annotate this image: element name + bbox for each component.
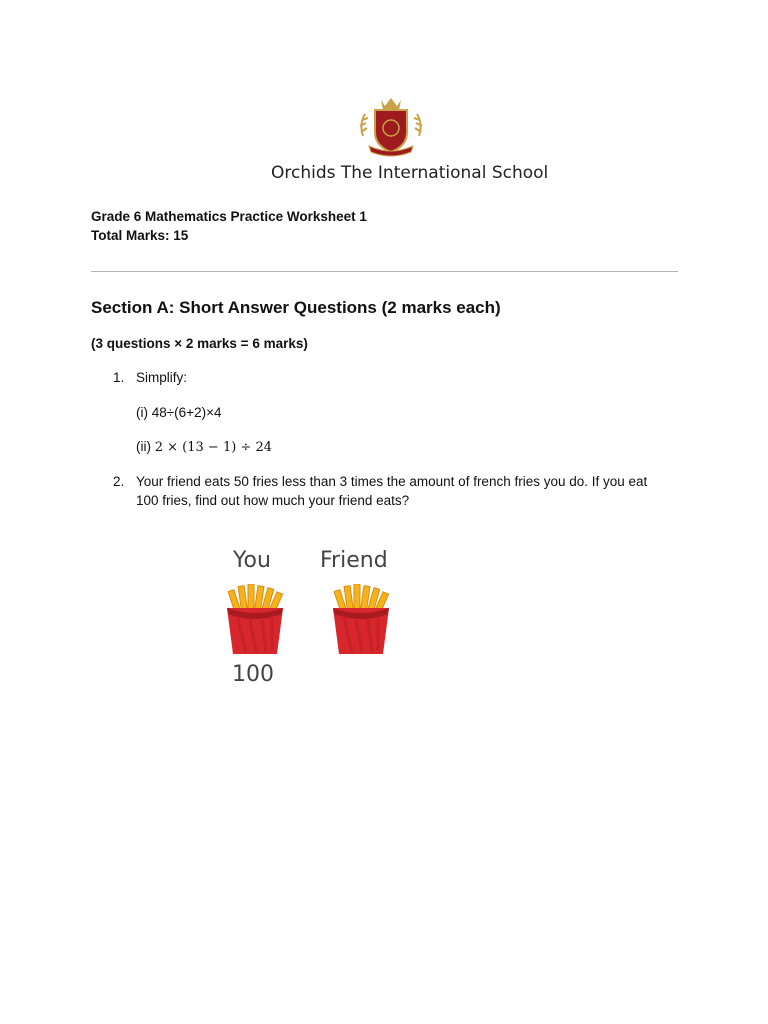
friend-label: Friend [320,548,388,573]
question-text-line-1: Your friend eats 50 fries less than 3 times the amount of french fries you do. If you eat [136,474,648,489]
question-number: 1. [113,370,125,385]
french-fries-icon [224,584,286,656]
divider [91,271,678,272]
sub-question-ii [136,439,272,455]
sub-question-label: (ii) [136,439,155,454]
expression: 48÷(6+2)×4 [151,405,222,420]
expression: 2 × (13 − 1) ÷ 24 [154,440,272,455]
you-value: 100 [232,662,274,687]
total-marks: Total Marks: 15 [91,228,189,243]
question-text: Simplify: [136,370,188,385]
you-label: You [233,548,271,573]
sub-question-label: (i) [136,405,152,420]
section-title: Section A: Short Answer Questions (2 marks each) [91,298,501,317]
school-name: Orchids The International School [271,163,549,183]
french-fries-icon [330,584,392,656]
question-number: 2. [113,474,125,489]
worksheet-title: Grade 6 Mathematics Practice Worksheet 1 [91,209,367,224]
question-text-line-2: 100 fries, find out how much your friend eats? [136,493,410,508]
sub-question-i [136,405,221,420]
school-crest-icon [355,90,427,162]
marks-note: (3 questions × 2 marks = 6 marks) [91,336,308,351]
